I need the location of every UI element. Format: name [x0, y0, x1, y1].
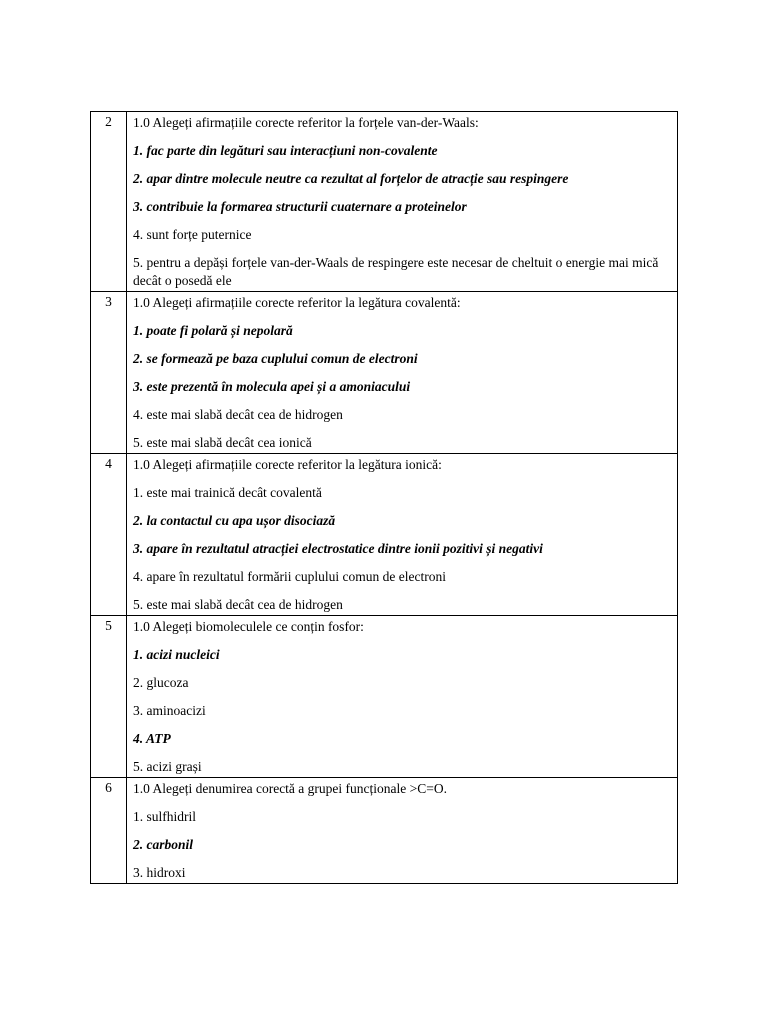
answer-option-correct: 3. este prezentă în molecula apei și a amoniacului: [133, 379, 411, 394]
questions-table: [90, 111, 678, 884]
answer-option-correct: 1. poate fi polară și nepolară: [133, 323, 293, 338]
answer-option-correct: 3. contribuie la formarea structurii cuaternare a proteinelor: [133, 199, 467, 214]
question-number: 6: [91, 778, 127, 884]
question-stem: 1.0 Alegeți afirmațiile corecte referitor la forțele van-der-Waals:: [133, 115, 479, 130]
question-row: [91, 454, 678, 616]
answer-option: 5. este mai slabă decât cea de hidrogen: [133, 597, 343, 612]
answer-option: 5. este mai slabă decât cea ionică: [133, 435, 312, 450]
question-number: 3: [91, 292, 127, 454]
answer-option: 5. pentru a depăși forțele van-der-Waals de respingere este necesar de cheltuit o energie mai mică decât o posedă ele: [133, 255, 659, 288]
answer-option-correct: 2. carbonil: [133, 837, 194, 852]
question-stem: 1.0 Alegeți biomoleculele ce conțin fosfor:: [133, 619, 364, 634]
answer-option: 5. acizi grași: [133, 759, 202, 774]
question-stem: 1.0 Alegeți afirmațiile corecte referitor la legătura ionică:: [133, 457, 442, 472]
question-number: 5: [91, 616, 127, 778]
question-stem: 1.0 Alegeți afirmațiile corecte referitor la legătura covalentă:: [133, 295, 461, 310]
question-content: [127, 112, 678, 292]
answer-option-correct: 1. acizi nucleici: [133, 647, 220, 662]
question-stem: 1.0 Alegeți denumirea corectă a grupei funcționale >C=O.: [133, 781, 447, 796]
question-content: [127, 616, 678, 778]
question-content: [127, 292, 678, 454]
question-row: [91, 292, 678, 454]
questions-table-body: [91, 112, 678, 884]
question-content: [127, 454, 678, 616]
question-content: [127, 778, 678, 884]
answer-option-correct: 2. la contactul cu apa ușor disociază: [133, 513, 336, 528]
question-row: [91, 112, 678, 292]
question-row: [91, 616, 678, 778]
answer-option-correct: 2. apar dintre molecule neutre ca rezultat al forțelor de atracție sau respingere: [133, 171, 569, 186]
answer-option: 2. glucoza: [133, 675, 189, 690]
question-number: 4: [91, 454, 127, 616]
question-number: 2: [91, 112, 127, 292]
answer-option-correct: 1. fac parte din legături sau interacțiuni non-covalente: [133, 143, 438, 158]
answer-option-correct: 4. ATP: [133, 731, 171, 746]
answer-option: 1. sulfhidril: [133, 809, 196, 824]
answer-option: 3. hidroxi: [133, 865, 186, 880]
answer-option: 4. apare în rezultatul formării cuplului comun de electroni: [133, 569, 447, 584]
answer-option: 4. sunt forțe puternice: [133, 227, 252, 242]
answer-option-correct: 2. se formează pe baza cuplului comun de electroni: [133, 351, 418, 366]
answer-option: 3. aminoacizi: [133, 703, 206, 718]
answer-option-correct: 3. apare în rezultatul atracției electrostatice dintre ionii pozitivi și negativi: [133, 541, 543, 556]
question-row: [91, 778, 678, 884]
answer-option: 4. este mai slabă decât cea de hidrogen: [133, 407, 343, 422]
answer-option: 1. este mai trainică decât covalentă: [133, 485, 322, 500]
